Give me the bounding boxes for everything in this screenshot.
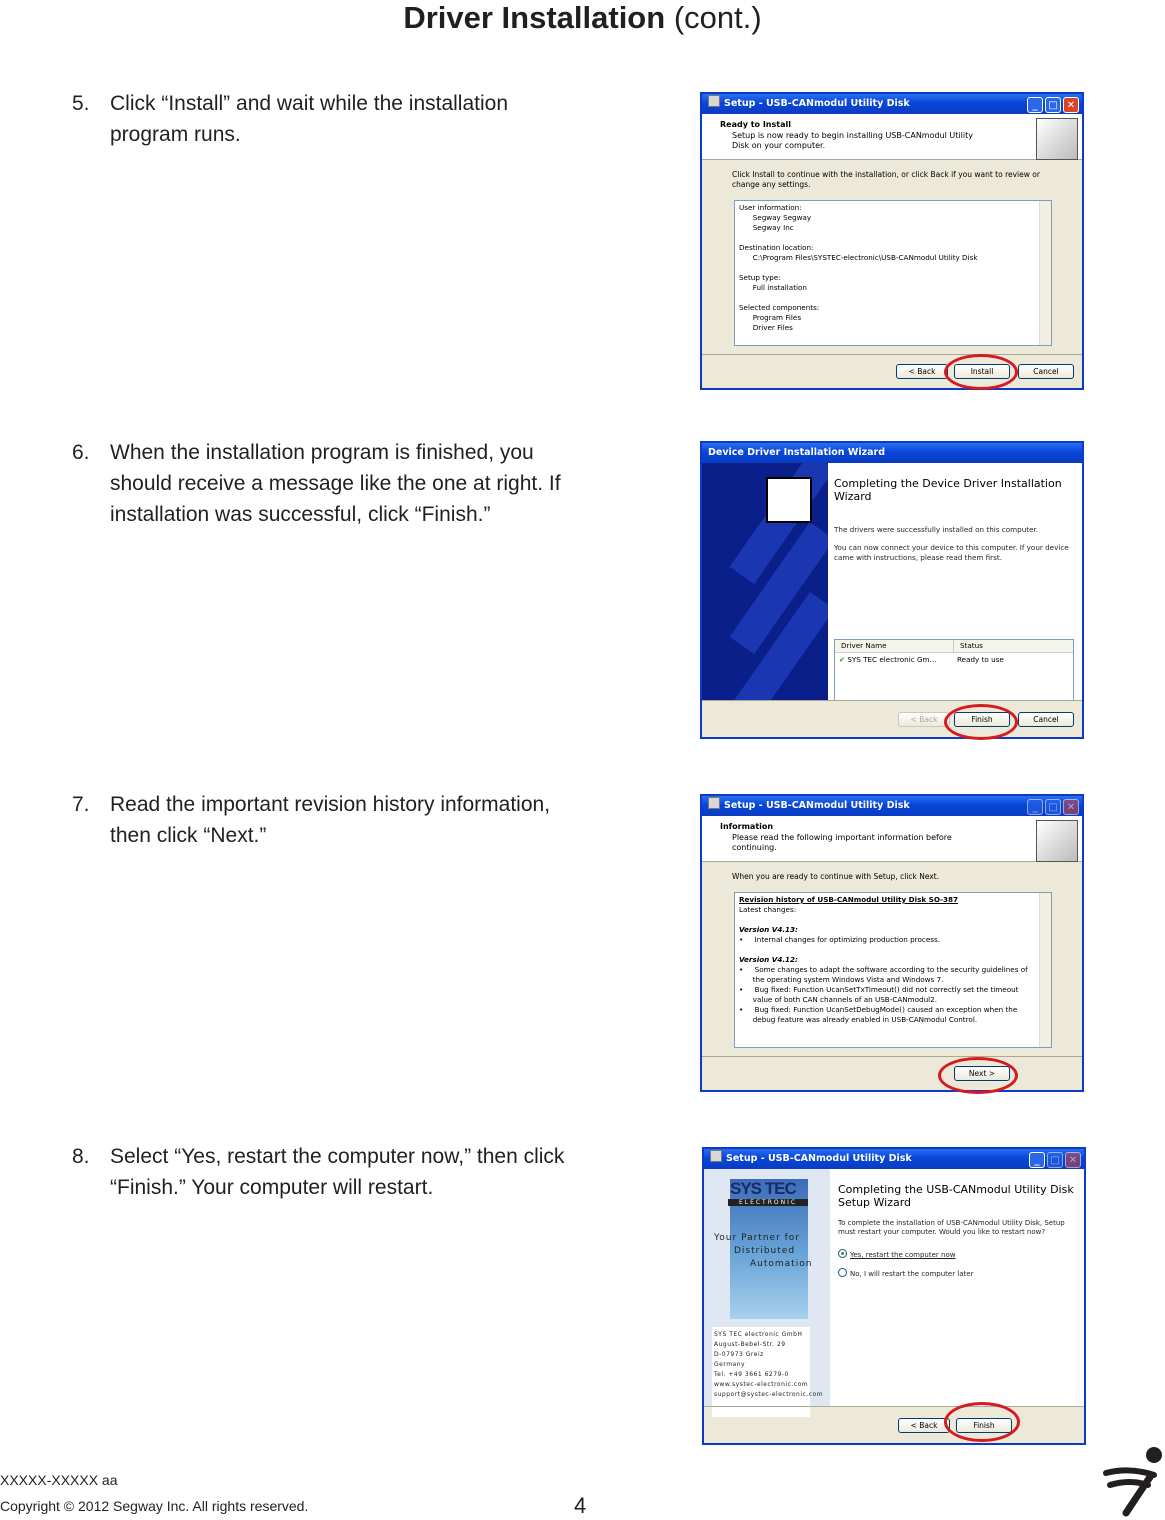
- list-item: Setup type:: [739, 273, 781, 282]
- window-titlebar: Setup - USB-CANmodul Utility Disk _ □ ✕: [704, 1149, 1084, 1169]
- list-item: D-07973 Greiz: [714, 1351, 764, 1358]
- finish-button[interactable]: Finish: [954, 712, 1010, 727]
- list-item: Segway Segway: [739, 213, 812, 222]
- list-item: • Internal changes for optimizing production process.: [739, 935, 941, 944]
- header-title: Ready to Install: [720, 120, 791, 129]
- back-button[interactable]: < Back: [898, 712, 950, 727]
- segway-logo-icon: [1100, 1445, 1164, 1517]
- finish-button[interactable]: Finish: [956, 1418, 1012, 1433]
- step-text: Select “Yes, restart the computer now,” then click “Finish.” Your computer will restart.: [110, 1145, 565, 1199]
- list-item: Germany: [714, 1361, 746, 1368]
- summary-lines: [739, 203, 1047, 333]
- summary-listbox[interactable]: [734, 200, 1052, 346]
- step-number: 8.: [72, 1145, 90, 1168]
- header-subtitle: Please read the following important information before continuing.: [732, 833, 952, 852]
- checkmark-icon: ✔: [839, 655, 846, 664]
- hardware-icon: [766, 477, 812, 523]
- list-item: Tel. +49 3661 6279-0: [714, 1371, 789, 1378]
- button-bar: [704, 1406, 1084, 1443]
- list-item: debug feature was already enabled in USB-CANmodul Control.: [739, 1015, 978, 1024]
- step-text: Read the important revision history information, then click “Next.”: [110, 793, 551, 847]
- step-number: 5.: [72, 92, 90, 115]
- wizard-side-banner: [702, 463, 828, 701]
- driver-list[interactable]: [834, 639, 1074, 701]
- systec-logo: SYS TEC: [730, 1179, 796, 1198]
- window-titlebar: Setup - USB-CANmodul Utility Disk _ □ ✕: [702, 796, 1082, 816]
- scrollbar[interactable]: [1039, 201, 1051, 345]
- list-item: • Some changes to adapt the software according to the security guidelines of: [739, 965, 1028, 974]
- tagline-2: Distributed: [734, 1246, 796, 1256]
- instructions-text: You can now connect your device to this computer. If your device came with instructions, please read them first.: [834, 543, 1069, 562]
- column-status: Status: [960, 641, 983, 650]
- setup-window-information: [700, 794, 1084, 1092]
- minimize-button[interactable]: _: [1027, 97, 1043, 113]
- maximize-button[interactable]: □: [1045, 97, 1061, 113]
- wizard-header: [702, 816, 1082, 862]
- button-bar: [702, 1056, 1082, 1090]
- back-button[interactable]: < Back: [898, 1418, 950, 1433]
- close-button[interactable]: ✕: [1063, 799, 1079, 815]
- back-button[interactable]: < Back: [896, 364, 948, 379]
- scrollbar[interactable]: [1039, 893, 1051, 1047]
- table-row[interactable]: ✔ SYS TEC electronic Gm... Ready to use: [835, 653, 1073, 667]
- header-subtitle: Setup is now ready to begin installing USB-CANmodul Utility Disk on your computer.: [732, 131, 973, 150]
- step-number: 7.: [72, 793, 90, 816]
- step-6: [72, 437, 592, 530]
- page-title: Driver Installation (cont.): [403, 0, 762, 35]
- computer-icon: [1036, 118, 1078, 160]
- list-item: [739, 945, 1047, 955]
- maximize-button[interactable]: □: [1045, 799, 1061, 815]
- install-button[interactable]: Install: [954, 364, 1010, 379]
- list-item: www.systec-electronic.com: [714, 1381, 809, 1388]
- body-text: Click Install to continue with the installation, or click Back if you want to review or change any settings.: [732, 170, 1040, 189]
- list-item: Segway Inc: [739, 223, 794, 232]
- window-titlebar: Setup - USB-CANmodul Utility Disk _ □ ✕: [702, 94, 1082, 114]
- minimize-button[interactable]: _: [1029, 1152, 1045, 1168]
- list-item: [739, 233, 1047, 243]
- list-item: support@systec-electronic.com: [714, 1391, 824, 1398]
- list-item: the operating system Windows Vista and Windows 7.: [739, 975, 944, 984]
- highlight-circle: [944, 1402, 1020, 1442]
- computer-icon: [1036, 820, 1078, 862]
- restart-prompt: To complete the installation of USB-CANmodul Utility Disk, Setup must restart your computer. Would you like to restart now?: [838, 1219, 1065, 1236]
- info-title: Revision history of USB-CANmodul Utility Disk SO-387: [739, 895, 959, 904]
- device-driver-wizard-window: [700, 441, 1084, 739]
- info-lines: [739, 905, 1047, 1025]
- next-button[interactable]: Next >: [954, 1066, 1010, 1081]
- highlight-circle: [938, 1057, 1018, 1094]
- radio-yes-restart[interactable]: Yes, restart the computer now: [838, 1249, 1078, 1260]
- button-bar: [702, 354, 1082, 388]
- radio-button[interactable]: [838, 1268, 847, 1277]
- close-button[interactable]: ✕: [1065, 1152, 1081, 1168]
- window-titlebar: Device Driver Installation Wizard: [702, 443, 1082, 463]
- wizard-header: [702, 114, 1082, 160]
- list-item: • Bug fixed: Function UcanSetDebugMode() caused an exception when the: [739, 1005, 1018, 1014]
- list-item: • Bug fixed: Function UcanSetTxTimeout() did not correctly set the timeout: [739, 985, 1019, 994]
- step-number: 6.: [72, 441, 90, 464]
- tagline-1: Your Partner for: [714, 1233, 801, 1243]
- list-item: Driver Files: [739, 323, 793, 332]
- header-title: Information: [720, 822, 774, 831]
- cancel-button[interactable]: Cancel: [1018, 712, 1074, 727]
- step-text: Click “Install” and wait while the installation program runs.: [110, 92, 509, 146]
- cancel-button[interactable]: Cancel: [1018, 364, 1074, 379]
- document-code: XXXXX-XXXXX aa: [0, 1472, 118, 1488]
- list-item: [739, 915, 1047, 925]
- setup-icon: [708, 95, 720, 107]
- body-text: When you are ready to continue with Setup, click Next.: [732, 872, 940, 881]
- list-header: [835, 640, 1073, 653]
- setup-window-complete: [702, 1147, 1086, 1445]
- step-8: [72, 1141, 592, 1203]
- close-button[interactable]: ✕: [1063, 97, 1079, 113]
- tagline-3: Automation: [750, 1259, 813, 1269]
- systec-banner: [704, 1169, 830, 1407]
- setup-window-ready-to-install: [700, 92, 1084, 390]
- list-item: User information:: [739, 203, 802, 212]
- wizard-heading: Completing the Device Driver Installation Wizard: [834, 477, 1062, 503]
- page-number: 4: [574, 1493, 587, 1518]
- setup-icon: [708, 797, 720, 809]
- wizard-content: [830, 1169, 1084, 1407]
- wizard-content: [828, 463, 1082, 701]
- list-item: Version V4.13:: [739, 925, 798, 934]
- minimize-button[interactable]: _: [1027, 799, 1043, 815]
- info-textbox[interactable]: [734, 892, 1052, 1048]
- list-item: August-Bebel-Str. 29: [714, 1341, 786, 1348]
- company-address: [712, 1327, 824, 1417]
- step-7: [72, 789, 592, 851]
- list-item: value of both CAN channels of an USB-CANmodul2.: [739, 995, 938, 1004]
- list-item: [739, 293, 1047, 303]
- driver-status: Ready to use: [957, 655, 1004, 664]
- list-item: Latest changes:: [739, 905, 797, 914]
- step-text: When the installation program is finished, you should receive a message like the one at right. If installation was successful, click “Finish.”: [110, 441, 561, 526]
- maximize-button[interactable]: □: [1047, 1152, 1063, 1168]
- highlight-circle: [944, 704, 1018, 740]
- electronic-label: ELECTRONIC: [728, 1199, 808, 1206]
- highlight-circle: [944, 354, 1018, 390]
- radio-button-selected[interactable]: [838, 1249, 847, 1258]
- setup-icon: [710, 1150, 722, 1162]
- list-item: Version V4.12:: [739, 955, 798, 964]
- list-item: Program Files: [739, 313, 802, 322]
- wizard-heading: Completing the USB-CANmodul Utility Disk Setup Wizard: [838, 1183, 1074, 1209]
- column-driver-name: Driver Name: [835, 640, 954, 652]
- list-item: C:\Program Files\SYSTEC-electronic\USB-CANmodul Utility Disk: [739, 253, 978, 262]
- copyright-text: Copyright © 2012 Segway Inc. All rights reserved.: [0, 1498, 309, 1514]
- radio-no-restart[interactable]: No, I will restart the computer later: [838, 1268, 1078, 1279]
- success-text: The drivers were successfully installed on this computer.: [834, 525, 1039, 534]
- button-bar: [702, 700, 1082, 737]
- list-item: [739, 263, 1047, 273]
- list-item: Selected components:: [739, 303, 820, 312]
- list-item: SYS TEC electronic GmbH: [714, 1331, 803, 1338]
- list-item: Full installation: [739, 283, 807, 292]
- list-item: Destination location:: [739, 243, 814, 252]
- step-5: [72, 88, 592, 150]
